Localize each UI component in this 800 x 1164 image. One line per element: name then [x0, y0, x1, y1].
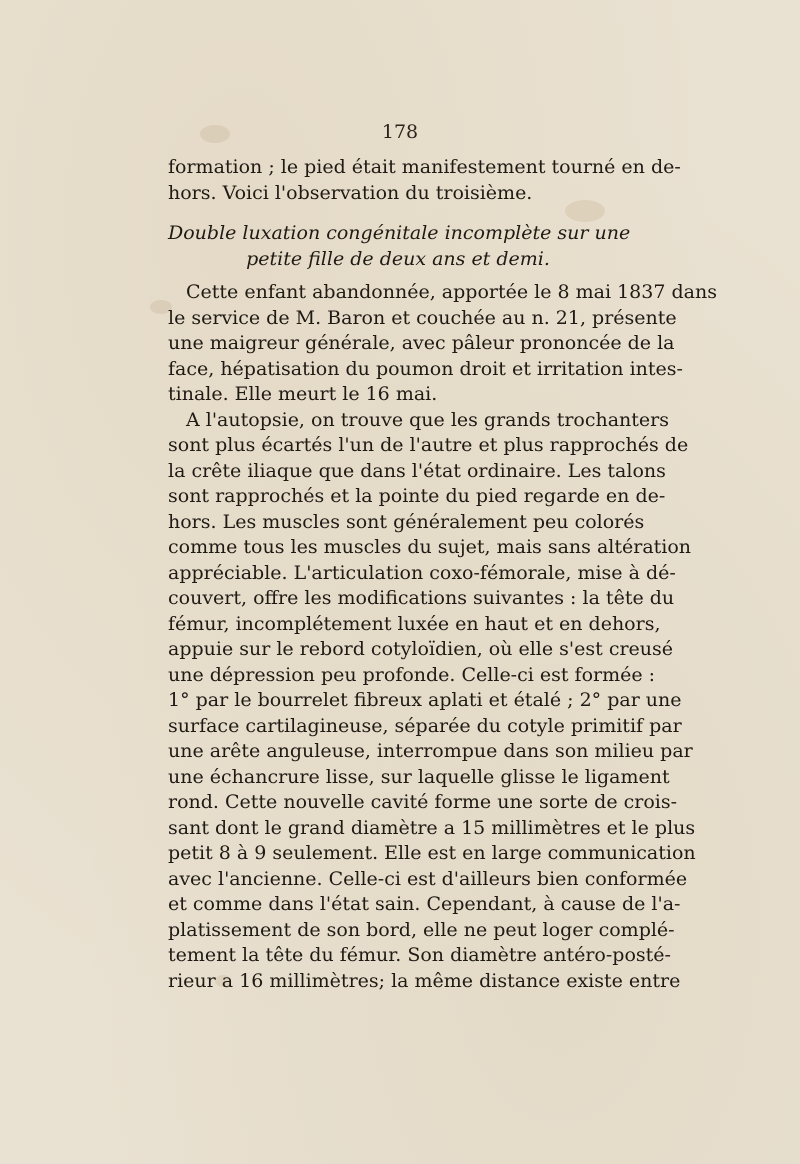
text-line: et comme dans l'état sain. Cependant, à cause de l'a- [168, 893, 681, 915]
text-line: hors. Les muscles sont généralement peu colorés [168, 510, 645, 533]
text-line: surface cartilagineuse, séparée du cotyle primitif par [168, 714, 682, 737]
body-text [168, 155, 717, 994]
text-line: Cette enfant abandonnée, apportée le 8 mai 1837 dans [186, 281, 717, 303]
text-line: avec l'ancienne. Celle-ci est d'ailleurs bien conformée [168, 867, 688, 890]
text-line: tement la tête du fémur. Son diamètre antéro-posté- [168, 944, 671, 966]
text-line: le service de M. Baron et couchée au n. 21, présente [168, 306, 677, 329]
text-line: une arête anguleuse, interrompue dans son milieu par [168, 740, 693, 762]
section-heading-line: Double luxation congénitale incomplète sur une [168, 222, 631, 244]
text-line: platissement de son bord, elle ne peut loger complé- [168, 918, 675, 941]
text-line: A l'autopsie, on trouve que les grands trochanters [186, 408, 670, 431]
text-line: une maigreur générale, avec pâleur prononcée de la [168, 332, 675, 354]
text-line: rond. Cette nouvelle cavité forme une sorte de crois- [168, 791, 678, 813]
section-heading-line: petite fille de deux ans et demi. [246, 247, 550, 270]
text-line: appréciable. L'articulation coxo-fémorale, mise à dé- [168, 561, 676, 584]
page-number: 178 [381, 121, 419, 143]
text-line: fémur, incomplétement luxée en haut et en dehors, [168, 612, 661, 635]
text-line: comme tous les muscles du sujet, mais sans altération [168, 536, 692, 558]
text-line: rieur a 16 millimètres; la même distance existe entre [168, 969, 681, 992]
text-line: petit 8 à 9 seulement. Elle est en large communication [168, 842, 696, 864]
text-line: 1° par le bourrelet fibreux aplati et étalé ; 2° par une [168, 689, 682, 711]
text-line: appuie sur le rebord cotyloïdien, où elle s'est creusé [168, 638, 674, 660]
spacer [168, 272, 628, 280]
text-line: face, hépatisation du poumon droit et irritation intes- [168, 357, 683, 380]
text-line: sont rapprochés et la pointe du pied regarde en de- [168, 485, 666, 507]
text-line: sont plus écartés l'un de l'autre et plus rapprochés de [168, 434, 689, 456]
text-line: une échancrure lisse, sur laquelle glisse le ligament [168, 765, 670, 788]
text-line: couvert, offre les modifications suivantes : la tête du [168, 587, 675, 609]
text-line: hors. Voici l'observation du troisième. [168, 181, 533, 204]
text-line: sant dont le grand diamètre a 15 millimètres et le plus [168, 816, 696, 839]
text-line: tinale. Elle meurt le 16 mai. [168, 383, 438, 405]
text-line: formation ; le pied était manifestement tourné en de- [168, 156, 681, 178]
text-line: la crête iliaque que dans l'état ordinaire. Les talons [168, 459, 666, 482]
spacer [168, 206, 628, 221]
text-line: une dépression peu profonde. Celle-ci est formée : [168, 663, 656, 686]
